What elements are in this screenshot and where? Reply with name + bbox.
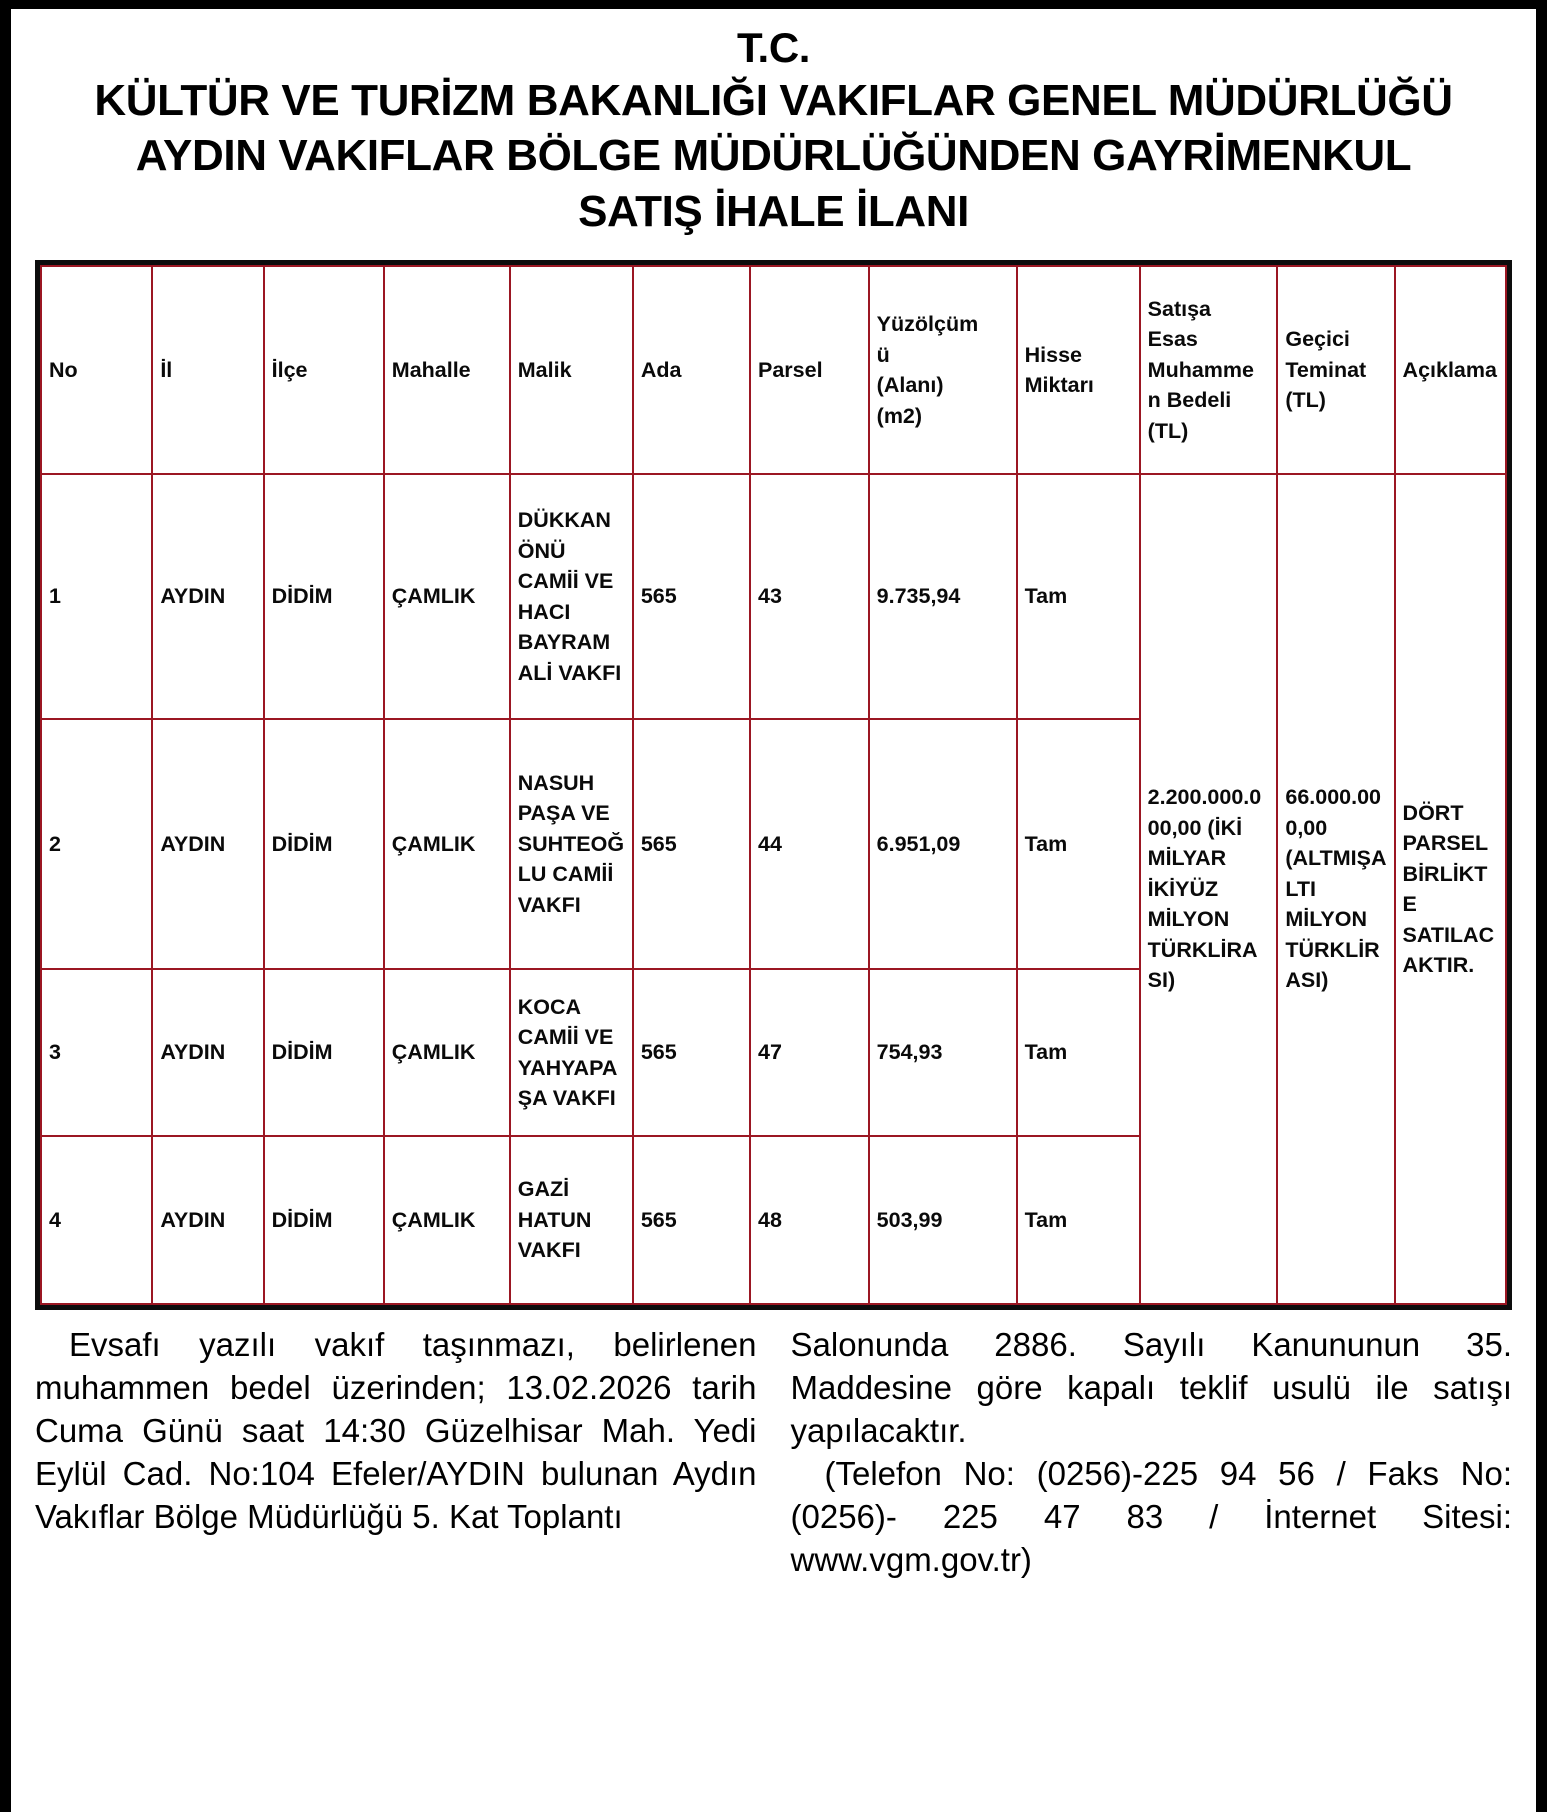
column-header-teminat-line2: Teminat (1285, 357, 1367, 382)
column-header-mahalle: Mahalle (384, 266, 510, 474)
cell-ilce: DİDİM (264, 1136, 384, 1304)
table-row (41, 474, 1506, 719)
cell-malik: KOCA CAMİİ VE YAHYAPAŞA VAKFI (510, 969, 633, 1136)
notice-paragraph-right-1: Salonunda 2886. Sayılı Kanununun 35. Maddesine göre kapalı teklif usulü ile satışı yapılacaktır. (790, 1326, 1512, 1449)
notice-paragraph-left: Evsafı yazılı vakıf taşınmazı, belirlenen muhammen bedel üzerinden; 13.02.2026 tarih Cuma Günü saat 14:30 Güzelhisar Mah. Yedi Eylül Cad. No:104 Efeler/AYDIN bulunan Aydın Vakıflar Bölge Müdürlüğü 5. Kat Toplantı (35, 1326, 757, 1535)
cell-malik: GAZİ HATUN VAKFI (510, 1136, 633, 1304)
column-header-hisse-line2: Miktarı (1024, 373, 1094, 398)
cell-no: 2 (41, 719, 152, 969)
cell-mahalle: ÇAMLIK (384, 719, 510, 969)
auction-table-container (35, 260, 1512, 1310)
cell-ilce: DİDİM (264, 969, 384, 1136)
cell-bedel-merged: 2.200.000.000,00 (İKİ MİLYAR İKİYÜZ MİLYON TÜRKLİRASI) (1140, 474, 1278, 1304)
cell-parsel: 47 (750, 969, 869, 1136)
cell-yuzolcumu: 754,93 (869, 969, 1017, 1136)
auction-table (40, 265, 1507, 1305)
cell-no: 4 (41, 1136, 152, 1304)
cell-ada: 565 (633, 1136, 750, 1304)
cell-il: AYDIN (152, 969, 263, 1136)
cell-parsel: 44 (750, 719, 869, 969)
column-header-bedel-line4: n Bedeli (1147, 388, 1232, 413)
cell-ada: 565 (633, 969, 750, 1136)
cell-parsel: 48 (750, 1136, 869, 1304)
column-header-yuzolcumu-line4: (m2) (876, 403, 923, 428)
column-header-yuzolcumu-line3: (Alanı) (876, 373, 944, 398)
column-header-bedel (1140, 266, 1278, 474)
cell-malik: DÜKKAN ÖNÜ CAMİİ VE HACI BAYRAM ALİ VAKFI (510, 474, 633, 719)
cell-mahalle: ÇAMLIK (384, 474, 510, 719)
table-header-row (41, 266, 1506, 474)
column-header-bedel-line3: Muhamme (1147, 357, 1254, 382)
cell-yuzolcumu: 503,99 (869, 1136, 1017, 1304)
column-header-yuzolcumu-line2: ü (876, 342, 890, 367)
cell-hisse: Tam (1017, 1136, 1140, 1304)
document-header (35, 9, 1512, 240)
notice-paragraph-right-2: (Telefon No: (0256)-225 94 56 / Faks No: (0256)- 225 47 83 / İnternet Sitesi: www.vgm.gov.tr) (790, 1454, 1512, 1578)
column-header-teminat-line1: Geçici (1285, 327, 1350, 352)
column-header-bedel-line5: (TL) (1147, 418, 1189, 443)
cell-malik: NASUH PAŞA VE SUHTEOĞLU CAMİİ VAKFI (510, 719, 633, 969)
cell-aciklama-merged: DÖRT PARSEL BİRLİKTE SATILACAKTIR. (1395, 474, 1506, 1304)
column-header-bedel-line2: Esas (1147, 327, 1198, 352)
cell-mahalle: ÇAMLIK (384, 969, 510, 1136)
cell-hisse: Tam (1017, 474, 1140, 719)
column-header-ilce: İlçe (264, 266, 384, 474)
table-header (41, 266, 1506, 474)
table-body (41, 474, 1506, 1304)
cell-ada: 565 (633, 719, 750, 969)
cell-parsel: 43 (750, 474, 869, 719)
header-line-subject: SATIŞ İHALE İLANI (578, 187, 969, 237)
cell-ilce: DİDİM (264, 719, 384, 969)
column-header-ada: Ada (633, 266, 750, 474)
column-header-il: İl (152, 266, 263, 474)
notice-text-block (35, 1324, 1512, 1581)
cell-il: AYDIN (152, 1136, 263, 1304)
column-header-hisse-line1: Hisse (1024, 342, 1082, 367)
notice-column-left (35, 1324, 757, 1581)
header-line-tc: T.C. (736, 24, 811, 71)
column-header-bedel-line1: Satışa (1147, 296, 1212, 321)
cell-hisse: Tam (1017, 969, 1140, 1136)
header-line-ministry: KÜLTÜR VE TURİZM BAKANLIĞI VAKIFLAR GENEL MÜDÜRLÜĞÜ (94, 75, 1453, 125)
column-header-parsel: Parsel (750, 266, 869, 474)
column-header-malik: Malik (510, 266, 633, 474)
column-header-teminat (1277, 266, 1394, 474)
column-header-aciklama: Açıklama (1395, 266, 1506, 474)
cell-no: 3 (41, 969, 152, 1136)
cell-il: AYDIN (152, 474, 263, 719)
cell-teminat-merged: 66.000.000,00 (ALTMIŞALTI MİLYON TÜRKLİRASI) (1277, 474, 1394, 1304)
cell-il: AYDIN (152, 719, 263, 969)
cell-yuzolcumu: 6.951,09 (869, 719, 1017, 969)
cell-hisse: Tam (1017, 719, 1140, 969)
header-line-region: AYDIN VAKIFLAR BÖLGE MÜDÜRLÜĞÜNDEN GAYRİMENKUL (135, 131, 1412, 181)
column-header-no: No (41, 266, 152, 474)
column-header-teminat-line3: (TL) (1285, 388, 1326, 413)
cell-ilce: DİDİM (264, 474, 384, 719)
column-header-hisse (1017, 266, 1140, 474)
cell-mahalle: ÇAMLIK (384, 1136, 510, 1304)
column-header-yuzolcumu (869, 266, 1017, 474)
notice-column-right (791, 1324, 1513, 1581)
cell-no: 1 (41, 474, 152, 719)
cell-yuzolcumu: 9.735,94 (869, 474, 1017, 719)
cell-ada: 565 (633, 474, 750, 719)
column-header-yuzolcumu-line1: Yüzölçüm (876, 312, 979, 337)
